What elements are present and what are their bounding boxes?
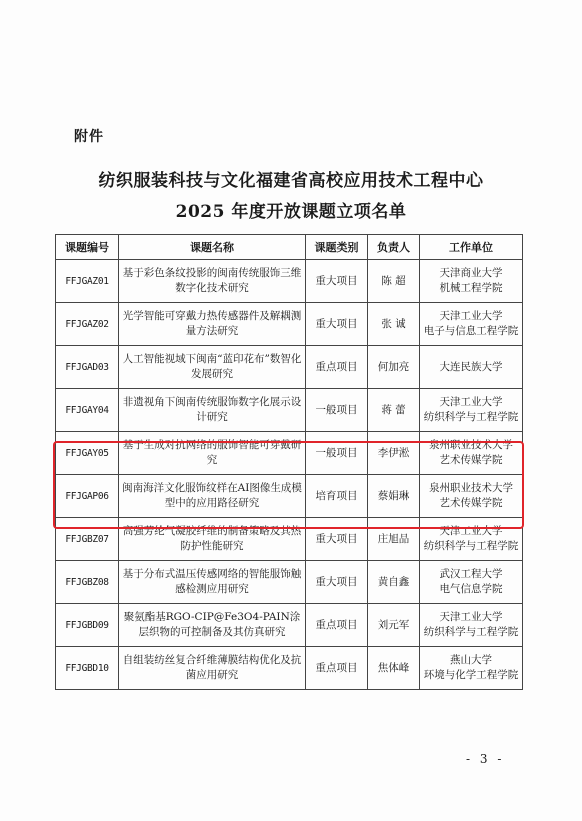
unit-school: 泉州职业技术大学 xyxy=(429,439,513,451)
header-name: 课题名称 xyxy=(119,235,306,260)
header-leader: 负责人 xyxy=(368,235,420,260)
unit-school: 天津工业大学 xyxy=(439,310,503,322)
project-unit xyxy=(420,346,523,389)
project-name: 聚氨酯基RGO-CIP@Fe3O4-PAIN涂层织物的可控制备及其仿真研究 xyxy=(119,604,306,647)
project-name: 基于分布式温压传感网络的智能服饰触感检测应用研究 xyxy=(119,561,306,604)
project-name: 光学智能可穿戴力热传感器件及解耦测量方法研究 xyxy=(119,303,306,346)
unit-college: 电气信息学院 xyxy=(439,583,503,595)
table-row xyxy=(56,561,523,604)
project-category: 重点项目 xyxy=(306,604,368,647)
unit-college: 环境与化学工程学院 xyxy=(423,669,519,681)
table-row xyxy=(56,389,523,432)
project-unit xyxy=(420,260,523,303)
project-leader: 李伊淞 xyxy=(368,432,420,475)
project-name: 人工智能视域下闽南“蓝印花布”数智化发展研究 xyxy=(119,346,306,389)
project-category: 重点项目 xyxy=(306,346,368,389)
unit-college: 电子与信息工程学院 xyxy=(423,325,519,337)
unit-college: 纺织科学与工程学院 xyxy=(423,411,519,423)
project-category: 重点项目 xyxy=(306,647,368,690)
page-number: - 3 - xyxy=(466,752,505,766)
table-row xyxy=(56,303,523,346)
unit-school: 天津工业大学 xyxy=(439,396,503,408)
unit-school: 武汉工程大学 xyxy=(439,568,503,580)
document-title-line-1: 纺织服装科技与文化福建省高校应用技术工程中心 xyxy=(98,171,484,191)
unit-college: 纺织科学与工程学院 xyxy=(423,540,519,552)
project-name: 基于生成对抗网络的服饰智能可穿戴研究 xyxy=(119,432,306,475)
table-row xyxy=(56,604,523,647)
project-name: 高强芳纶气凝胶纤维的制备策略及其热防护性能研究 xyxy=(119,518,306,561)
project-leader: 蔡娟琳 xyxy=(368,475,420,518)
project-category: 重大项目 xyxy=(306,561,368,604)
unit-school: 泉州职业技术大学 xyxy=(429,482,513,494)
project-category: 培育项目 xyxy=(306,475,368,518)
project-category: 一般项目 xyxy=(306,432,368,475)
project-code: FFJGAZ02 xyxy=(56,303,119,346)
header-unit: 工作单位 xyxy=(420,235,523,260)
project-code: FFJGBD10 xyxy=(56,647,119,690)
project-leader: 黄自鑫 xyxy=(368,561,420,604)
project-name: 闽南海洋文化服饰纹样在AI图像生成模型中的应用路径研究 xyxy=(119,475,306,518)
unit-college: 艺术传媒学院 xyxy=(439,454,503,466)
project-unit xyxy=(420,561,523,604)
project-unit xyxy=(420,647,523,690)
unit-school: 天津商业大学 xyxy=(439,267,503,279)
project-category: 重大项目 xyxy=(306,303,368,346)
project-name: 基于彩色条纹投影的闽南传统服饰三维数字化技术研究 xyxy=(119,260,306,303)
header-code: 课题编号 xyxy=(56,235,119,260)
project-code: FFJGAZ01 xyxy=(56,260,119,303)
project-category: 一般项目 xyxy=(306,389,368,432)
project-leader: 张 诚 xyxy=(368,303,420,346)
project-leader: 庄旭品 xyxy=(368,518,420,561)
highlight-box xyxy=(53,441,524,529)
project-category: 重大项目 xyxy=(306,518,368,561)
project-leader: 蒋 蕾 xyxy=(368,389,420,432)
table-row xyxy=(56,346,523,389)
project-category: 重大项目 xyxy=(306,260,368,303)
table-row xyxy=(56,260,523,303)
project-code: FFJGBZ07 xyxy=(56,518,119,561)
project-unit xyxy=(420,389,523,432)
project-leader: 刘元军 xyxy=(368,604,420,647)
project-leader: 何加亮 xyxy=(368,346,420,389)
attachment-label: 附件 xyxy=(74,129,104,145)
project-leader: 陈 超 xyxy=(368,260,420,303)
project-code: FFJGAP06 xyxy=(56,475,119,518)
project-unit xyxy=(420,303,523,346)
project-leader: 焦体峰 xyxy=(368,647,420,690)
project-name: 自组装纺丝复合纤维薄膜结构优化及抗菌应用研究 xyxy=(119,647,306,690)
table-header-row xyxy=(56,235,523,260)
unit-school: 大连民族大学 xyxy=(439,360,503,373)
project-code: FFJGBZ08 xyxy=(56,561,119,604)
project-code: FFJGBD09 xyxy=(56,604,119,647)
unit-college: 机械工程学院 xyxy=(439,282,503,294)
project-code: FFJGAY05 xyxy=(56,432,119,475)
unit-college: 艺术传媒学院 xyxy=(439,497,503,509)
unit-college: 纺织科学与工程学院 xyxy=(423,626,519,638)
project-unit xyxy=(420,604,523,647)
table-row xyxy=(56,647,523,690)
header-category: 课题类别 xyxy=(306,235,368,260)
project-code: FFJGAD03 xyxy=(56,346,119,389)
document-title-line-2: 2025 年度开放课题立项名单 xyxy=(175,202,407,222)
unit-school: 燕山大学 xyxy=(450,654,492,666)
project-name: 非遗视角下闽南传统服饰数字化展示设计研究 xyxy=(119,389,306,432)
project-code: FFJGAY04 xyxy=(56,389,119,432)
unit-school: 天津工业大学 xyxy=(439,525,503,537)
unit-school: 天津工业大学 xyxy=(439,611,503,623)
